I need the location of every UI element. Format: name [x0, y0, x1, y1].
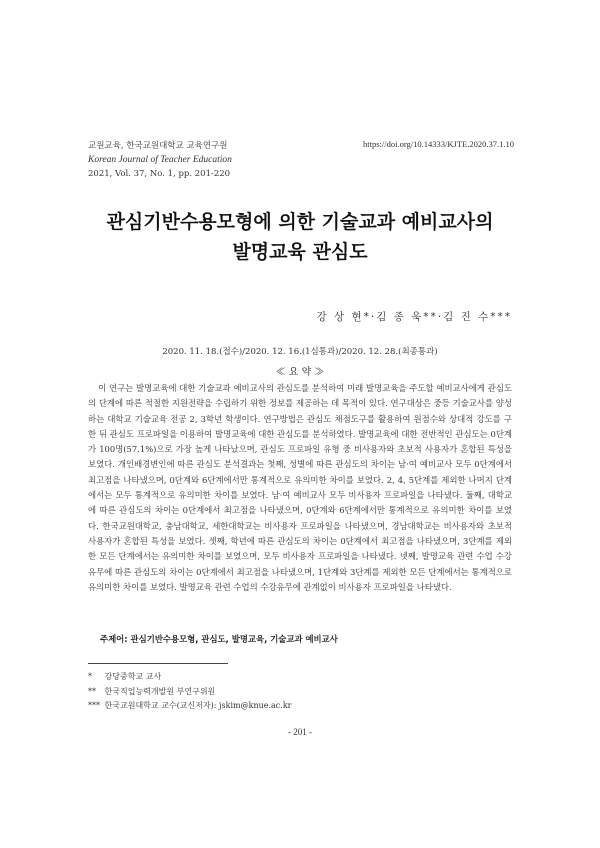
keywords-label: 주제어: — [100, 634, 128, 644]
citation-line: 2021, Vol. 37, No. 1, pp. 201-220 — [88, 169, 231, 179]
author-list: 강 상 현*·김 종 욱**·김 진 수*** — [316, 311, 512, 323]
journal-header — [88, 139, 232, 181]
page-number: - 201 - — [288, 727, 312, 737]
title-line-2: 발명교육 관심도 — [232, 241, 368, 263]
review-dates: 2020. 11. 18.(접수)/2020. 12. 16.(1심통과)/2020. 12. 28.(최종통과) — [162, 347, 438, 357]
footnote-item — [88, 670, 292, 685]
footnote-mark: ** — [88, 686, 96, 696]
paper-title — [60, 207, 540, 267]
abstract-body: 이 연구는 발명교육에 대한 기술교과 예비교사의 관심도를 분석하여 미래 발명교육을 주도할 예비교사에게 관심도의 단계에 따른 적절한 지원전략을 수립하기 위한 정보를 제공하는 데 목적이 있다. 연구대상은 중등 기술교사를 양성하는 대학교 기술교육 전공 2, 3학년 학생이다. 연구방법은 관심도 채점도구를 활용하여 원점수와 상대적 강도를 구한 뒤 관심도 프로파일을 이용하여 발명교육에 대한 관심도를 분석하였다. 발명교육에 대한 전반적인 관심도는 0단계가 100명(57.1%)으로 가장 높게 나타났으며, 관심도 프로파일 유형 중 비사용자와 초보적 사용자가 혼합된 특성을 보였다. 개인배경변인에 따른 관심도 분석결과는 첫째, 성별에 따른 관심도의 차이는 남·여 예비교사 모두 0단계에서 최고점을 나타냈으며, 0단계와 6단계에서만 통계적으로 유의미한 차이를 보였다. 2, 4, 5단계를 제외한 나머지 단계에서는 모두 통계적으로 유의미한 차이를 보였다. 남·여 예비교사 모두 비사용자 프로파일을 나타냈다. 둘째, 대학교에 따른 관심도의 차이는 0단계에서 최고점을 나타냈으며, 0단계와 6단계에서만 통계적으로 유의미한 차이를 보였다. 한국교원대학교, 충남대학교, 세한대학교는 비사용자 프로파일을 나타냈으며, 경남대학교는 비사용자와 초보적 사용자가 혼합된 특성을 보였다. 셋째, 학년에 따른 관심도의 차이는 0단계에서 최고점을 나타냈으며, 3단계를 제외한 모든 단계에서는 유의미한 차이를 보였으며, 모두 비사용자 프로파일을 나타냈다. 넷째, 발명교육 관련 수업 수강유무에 따른 관심도의 차이는 0단계에서 최고점을 나타냈으며, 1단계와 3단계를 제외한 모든 단계에서는 통계적으로 유의미한 차이를 보였다. 발명교육 관련 수업의 수강유무에 관계없이 비사용자 프로파일을 나타냈다. — [88, 383, 512, 592]
doi-link[interactable]: https://doi.org/10.14333/KJTE.2020.37.1.10 — [363, 139, 514, 149]
footnote-mark: * — [88, 672, 92, 681]
footnote-mark: *** — [88, 701, 100, 710]
footnote-divider — [88, 663, 228, 664]
footnote-text: 한국직업능력개발원 부연구위원 — [104, 686, 216, 696]
footnote-text: 강당중학교 교사 — [104, 672, 162, 681]
footnote-text: 한국교원대학교 교수(교신저자): jskim@knue.ac.kr — [104, 701, 292, 710]
keywords — [100, 633, 338, 645]
footnote-item — [88, 685, 292, 700]
journal-name: Korean Journal of Teacher Education — [88, 155, 232, 165]
title-line-1: 관심기반수용모형에 의한 기술교과 예비교사의 — [106, 211, 494, 233]
keywords-text: 관심기반수용모형, 관심도, 발명교육, 기술교과 예비교사 — [130, 634, 338, 644]
footnote-item — [88, 699, 292, 714]
abstract-heading: ≪ 요 약 ≫ — [275, 367, 325, 378]
footnotes — [88, 670, 292, 714]
publisher-line: 교원교육, 한국교원대학교 교육연구원 — [88, 141, 228, 151]
